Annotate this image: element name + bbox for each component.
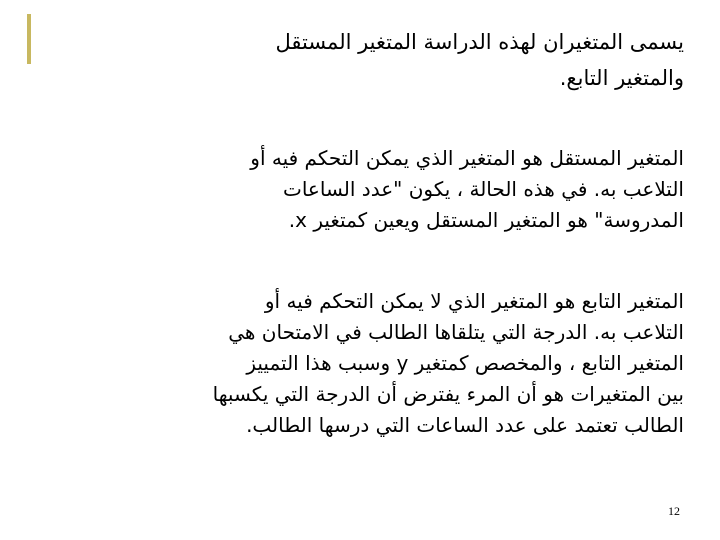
- paragraph-line: والمتغير التابع.: [559, 66, 684, 90]
- paragraph-line: بين المتغيرات هو أن المرء يفترض أن الدرجة التي يكسبها: [212, 382, 684, 406]
- paragraph-line: التلاعب به. في هذه الحالة ، يكون "عدد الساعات: [283, 177, 684, 201]
- paragraph-line: المتغير التابع ، والمخصص كمتغير y وسبب هذا التمييز: [246, 351, 684, 375]
- independent-variable-paragraph: [68, 143, 684, 236]
- paragraph-line: التلاعب به. الدرجة التي يتلقاها الطالب في الامتحان هي: [228, 320, 684, 344]
- paragraph-line: المتغير المستقل هو المتغير الذي يمكن التحكم فيه أو: [250, 146, 684, 170]
- paragraph-line: الطالب تعتمد على عدد الساعات التي درسها الطالب.: [246, 413, 684, 437]
- intro-paragraph: [68, 24, 684, 96]
- dependent-variable-paragraph: [68, 286, 684, 441]
- paragraph-line: المتغير التابع هو المتغير الذي لا يمكن التحكم فيه أو: [264, 289, 684, 313]
- paragraph-line: يسمى المتغيران لهذه الدراسة المتغير المستقل: [275, 30, 684, 54]
- paragraph-line: المدروسة" هو المتغير المستقل ويعين كمتغير x.: [288, 208, 684, 232]
- page-number: 12: [668, 504, 680, 518]
- slide-accent-bar: [27, 14, 31, 64]
